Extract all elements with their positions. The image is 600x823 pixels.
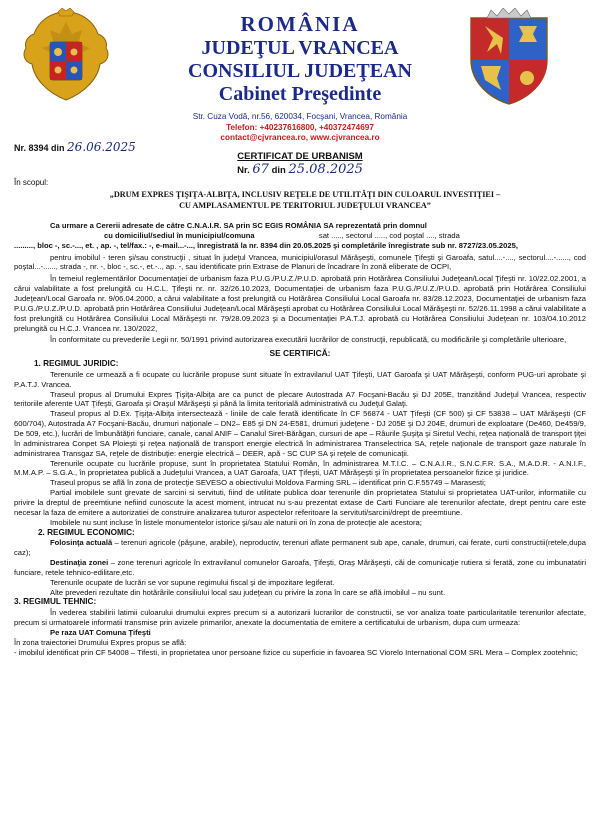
request-domicile: cu domiciliul/sediul în municipiul/comuna [104,230,255,240]
section-2-p1 [14,538,586,558]
section-2-p4: Alte prevederi rezultate din hotărârile consiliului local sau judeţean cu privire la zona în care se află imobilul – nu sunt. [50,587,446,597]
email-line: contact@cjvrancea.ro, www.cjvrancea.ro [220,133,380,142]
project-title [40,189,570,211]
header-cabinet: Cabinet Preşedinte [218,83,382,105]
registration-date: 26.06.2025 [67,140,136,154]
section-2-title: 2. REGIMUL ECONOMIC: [38,527,135,537]
address-line: Str. Cuza Vodă, nr.56, 620034, Focşani, Vrancea, România [192,112,408,121]
contact-block [150,112,450,144]
section-1-p6: Partial imobilele sunt grevate de sarcini si servituti, fiind de utilitate publica doar terenurile din proprietatea Statului si proprietatea UAT-urilor, informatiile cu privire la dreptul de preemtiune nefiind cunoscute la acest moment, intrucat nu s-au prezentat extase de Carti Funciare ale terenurilor afectate, drept pentru care este necesar la faza de emitere a autorizatiei de construire analizarea tuturor aspectelor referitoare la servituti/sarcini/drept de preemtiune. [14,488,586,517]
request-line-2 [14,231,586,241]
certificate-number: 67 [252,162,269,177]
section-1-p4: Terenurile ocupate cu lucrările propuse, sunt în proprietatea Statului Român, în administrarea M.T.I.C. – C.N.A.I.R., S.N.C.F.R. S.A., M.A.D.R. - A.N.I.F., M.M.A.P. – S.G.A., în proprietatea publică a Judeţului Vrancea, a UAT Garoafa, UAT Ţifeşti, UAT Mărăşeşti şi în proprietatea persoanelor fizice şi juridice. [14,458,586,478]
request-line-3: ........., bloc -, sc.-..., et. , ap. -, tel/fax.: -, e-mail...-..., înregistrată la nr. 8394 din 20.05.2025 şi completările înregistrate sub nr. 8727/23.05.2025, [14,240,518,250]
section-3-p3: - imobilul identificat prin CF 54008 – Tifesti, in proprietatea unor persoane fizice cu superficie in favoarea SC Viorelo International COM SRL Mera – Complex zootehnic; [14,647,578,657]
header-country: ROMÂNIA [240,12,360,36]
registration-number: Nr. 8394 din [14,143,65,153]
certificate-din: din [271,165,286,176]
zone-destination-text: – zone terenuri agricole în extravilanul comunelor Garoafa, Ţifeşti, Oraş Mărăşeşti, căi de comunicaţie rutiera si ferată, zone cu imbunatatiri funciare, retele tehnico-edilitare,etc. [14,558,587,577]
section-3-title: 3. REGIMUL TEHNIC: [14,597,97,607]
section-3-subtitle: Pe raza UAT Comuna Ţifeşti [50,627,151,637]
section-1-title: 1. REGIMUL JURIDIC: [34,359,119,369]
vrancea-coat-of-arms [463,8,555,108]
section-3-p1: În vederea stabilirii latimii culoarului drumului expres precum si a autorizarii lucrarilor de constructii, se vor analiza toate particularitatile terenurilor afectate, precum si urmatoarele informatii transmise prin avizele primarilor, anexate la documentatia de emitere a certificatului de urbanism, dupa cum urmeaza: [14,608,586,627]
basis-paragraph: În temeiul reglementărilor Documentaţiei de urbanism faza P.U.G./P.U.Z./P.U.D. aprobată prin Hotărârea Consiliului Judeţean/Local Ţifeşti nr. 10/22.02.2001, a cărui valabilitate a fost prelungită cu H.C.L. Ţifeşti nr. nr. 32/26.10.2023, Documentaţiei de urbanism faza P.U.G./P.U.Z./P.U.D. aprobată prin Hotărârea Consiliului Judeţean/Local Garoafa nr. 9/06.04.2000, a cărui valabilitate a fost prelungită cu Hotărârea Consiliului Local Garoafa nr. 83/28.12.2023, Documentaţiei de urbanism faza P.U.G./P.U.Z./P.U.D. aprobată prin Hotărârea Consiliului Judeţean/Local Mărăşeşti aprobat cu Hotărârea Consiliului Local Mărăşeşti nr. 52/26.11.1998 a cărui valabilitate a fost prelungită cu Hotărârea Consiliului Local Mărăşeşti nr. 79/28.09.2023 şi a Documentaţiei P.A.T.J. aprobată cu Hotărârea Consiliului Judeţean nr. 103/04.10.2012 prelungită cu H.C.J. Vrancea nr. 130/2022, [14,274,586,333]
certificate-number-line [180,162,420,177]
current-use-label: Folosinţa actuală [50,538,113,548]
certify-heading: SE CERTIFICĂ: [269,348,331,359]
certificate-title: CERTIFICAT DE URBANISM [237,151,363,162]
header-council: CONSILIUL JUDEŢEAN [188,60,412,82]
project-title-line-1: „DRUM EXPRES ŢIŞIŢA-ALBIŢA, INCLUSIV REŢELE DE UTILITĂŢI DIN CULOARUL INVESTIŢIEI – [109,190,501,199]
phone-line: Telefon: +40237616800, +40372474697 [226,122,374,132]
certificate-nr-label: Nr. [237,165,250,176]
certificate-date: 25.08.2025 [288,162,363,177]
section-3-p2: În zona traiectoriei Drumului Expres propus se află: [14,637,187,647]
request-address: sat ....., sectorul ....., cod poştal ...., strada [318,230,460,240]
registration-line [14,140,136,154]
zone-destination-label: Destinaţia zonei [50,558,109,568]
section-2-p2 [14,558,586,578]
section-1-p5: Traseul propus se află în zona de protecţie SEVESO a obiectivului Moldova Farming SRL – identificat prin C.F.55749 – Marasesti; [50,478,486,488]
section-1-p3: Traseul propus al D.Ex. Ţişiţa-Albiţa intersectează - liniile de cale ferată identificate în CF 56874 - UAT Ţifeşti (CF 500) şi CF 53838 – UAT Mărăşeşti (CF 600/704), Autostrada A7 Focşani-Bacău, drumuri naţionale – DN2– E85 şi DN 24-E581, drumuri judeţene - DJ 205E şi DJ 204E, drumuri de exploatare (De460, De459/9, De 509, etc.), lucrări de îmbunătăţiri funciare, canale, canal ANIF – Canalul Siret-Bărăgan, cursuri de ape – Râurile Şuşiţa şi Siretul Vechi, reţea naţională de transport ţiţei în administrarea Conpet SA Ploieşti şi reţea naţională de transport energie electrică în administrarea Transelectrica SA, reţele naţionale de transport gaze naturale în administrarea Transgaz SA, reţele de distribuţie: energie electrică – DEER, apă - SC CUP SA şi reţele de comunicaţii. [14,409,586,458]
current-use-text: – terenuri agricole (păşune, arabile), neproductiv, terenuri aflate permanent sub ape, canale, drumuri, cai ferate, curti constructii(retele,dupa caz); [14,538,586,558]
project-title-line-2: CU AMPLASAMENTUL PE TERITORIUL JUDEŢULUI VRANCEA” [179,201,431,211]
section-1-p7: Imobilele nu sunt incluse în listele monumentelor istorice şi/sau ale naturii ori în zona de protecţie ale acestora; [50,517,422,527]
section-1-p1: Terenurile ce urmează a fi ocupate cu lucrările propuse sunt situate în extravilanul UAT Ţifeşti, UAT Garoafa şi UAT Mărăşeşti, conform PUG-uri aprobate şi P.A.T.J. Vrancea. [14,369,586,389]
document-body [14,221,586,657]
header-county: JUDEŢUL VRANCEA [201,37,399,59]
romania-coat-of-arms [20,8,112,110]
law-paragraph: În conformitate cu prevederile Legii nr. 50/1991 privind autorizarea executării lucrărilor de construcţii, republicată, cu modificările şi completările ulterioare, [50,335,567,345]
section-2-p3: Terenurile ocupate de lucrări se vor supune regimului fiscal şi de impozitare legiferat. [50,577,335,587]
certificate-block [180,151,420,177]
building-paragraph: pentru imobilul - teren şi/sau construcţii , situat în judeţul Vrancea, municipiul/orasul Mărăşeşti, comunele Ţifeşti şi Garoafa, satul....-...., sectorul....-......, cod poştal...-......, strada -, nr. -, bloc -, sc.-, et.-.., ap. -, sau identificate prin Extrase de Planuri de încadrare în zonă eliberate de OCPI, [14,252,586,272]
request-line-1: Ca urmare a Cererii adresate de către C.N.A.I.R. SA prin SC EGIS ROMÂNIA SA reprezentată prin domnul [50,221,427,230]
section-1-p2: Traseul propus al Drumului Expres Ţişiţa-Albiţa are ca punct de plecare Autostrada A7 Focşani-Bacău şi DJ 205E, tranzitând Judeţul Vrancea, respectiv teritoriile aferente UAT Ţifeşti, Garoafa şi Oraşul Mărăşeşti şi până la limita teritorială administrativă cu Judeţul Galaţi. [14,389,586,409]
scope-label: În scopul: [14,178,49,187]
